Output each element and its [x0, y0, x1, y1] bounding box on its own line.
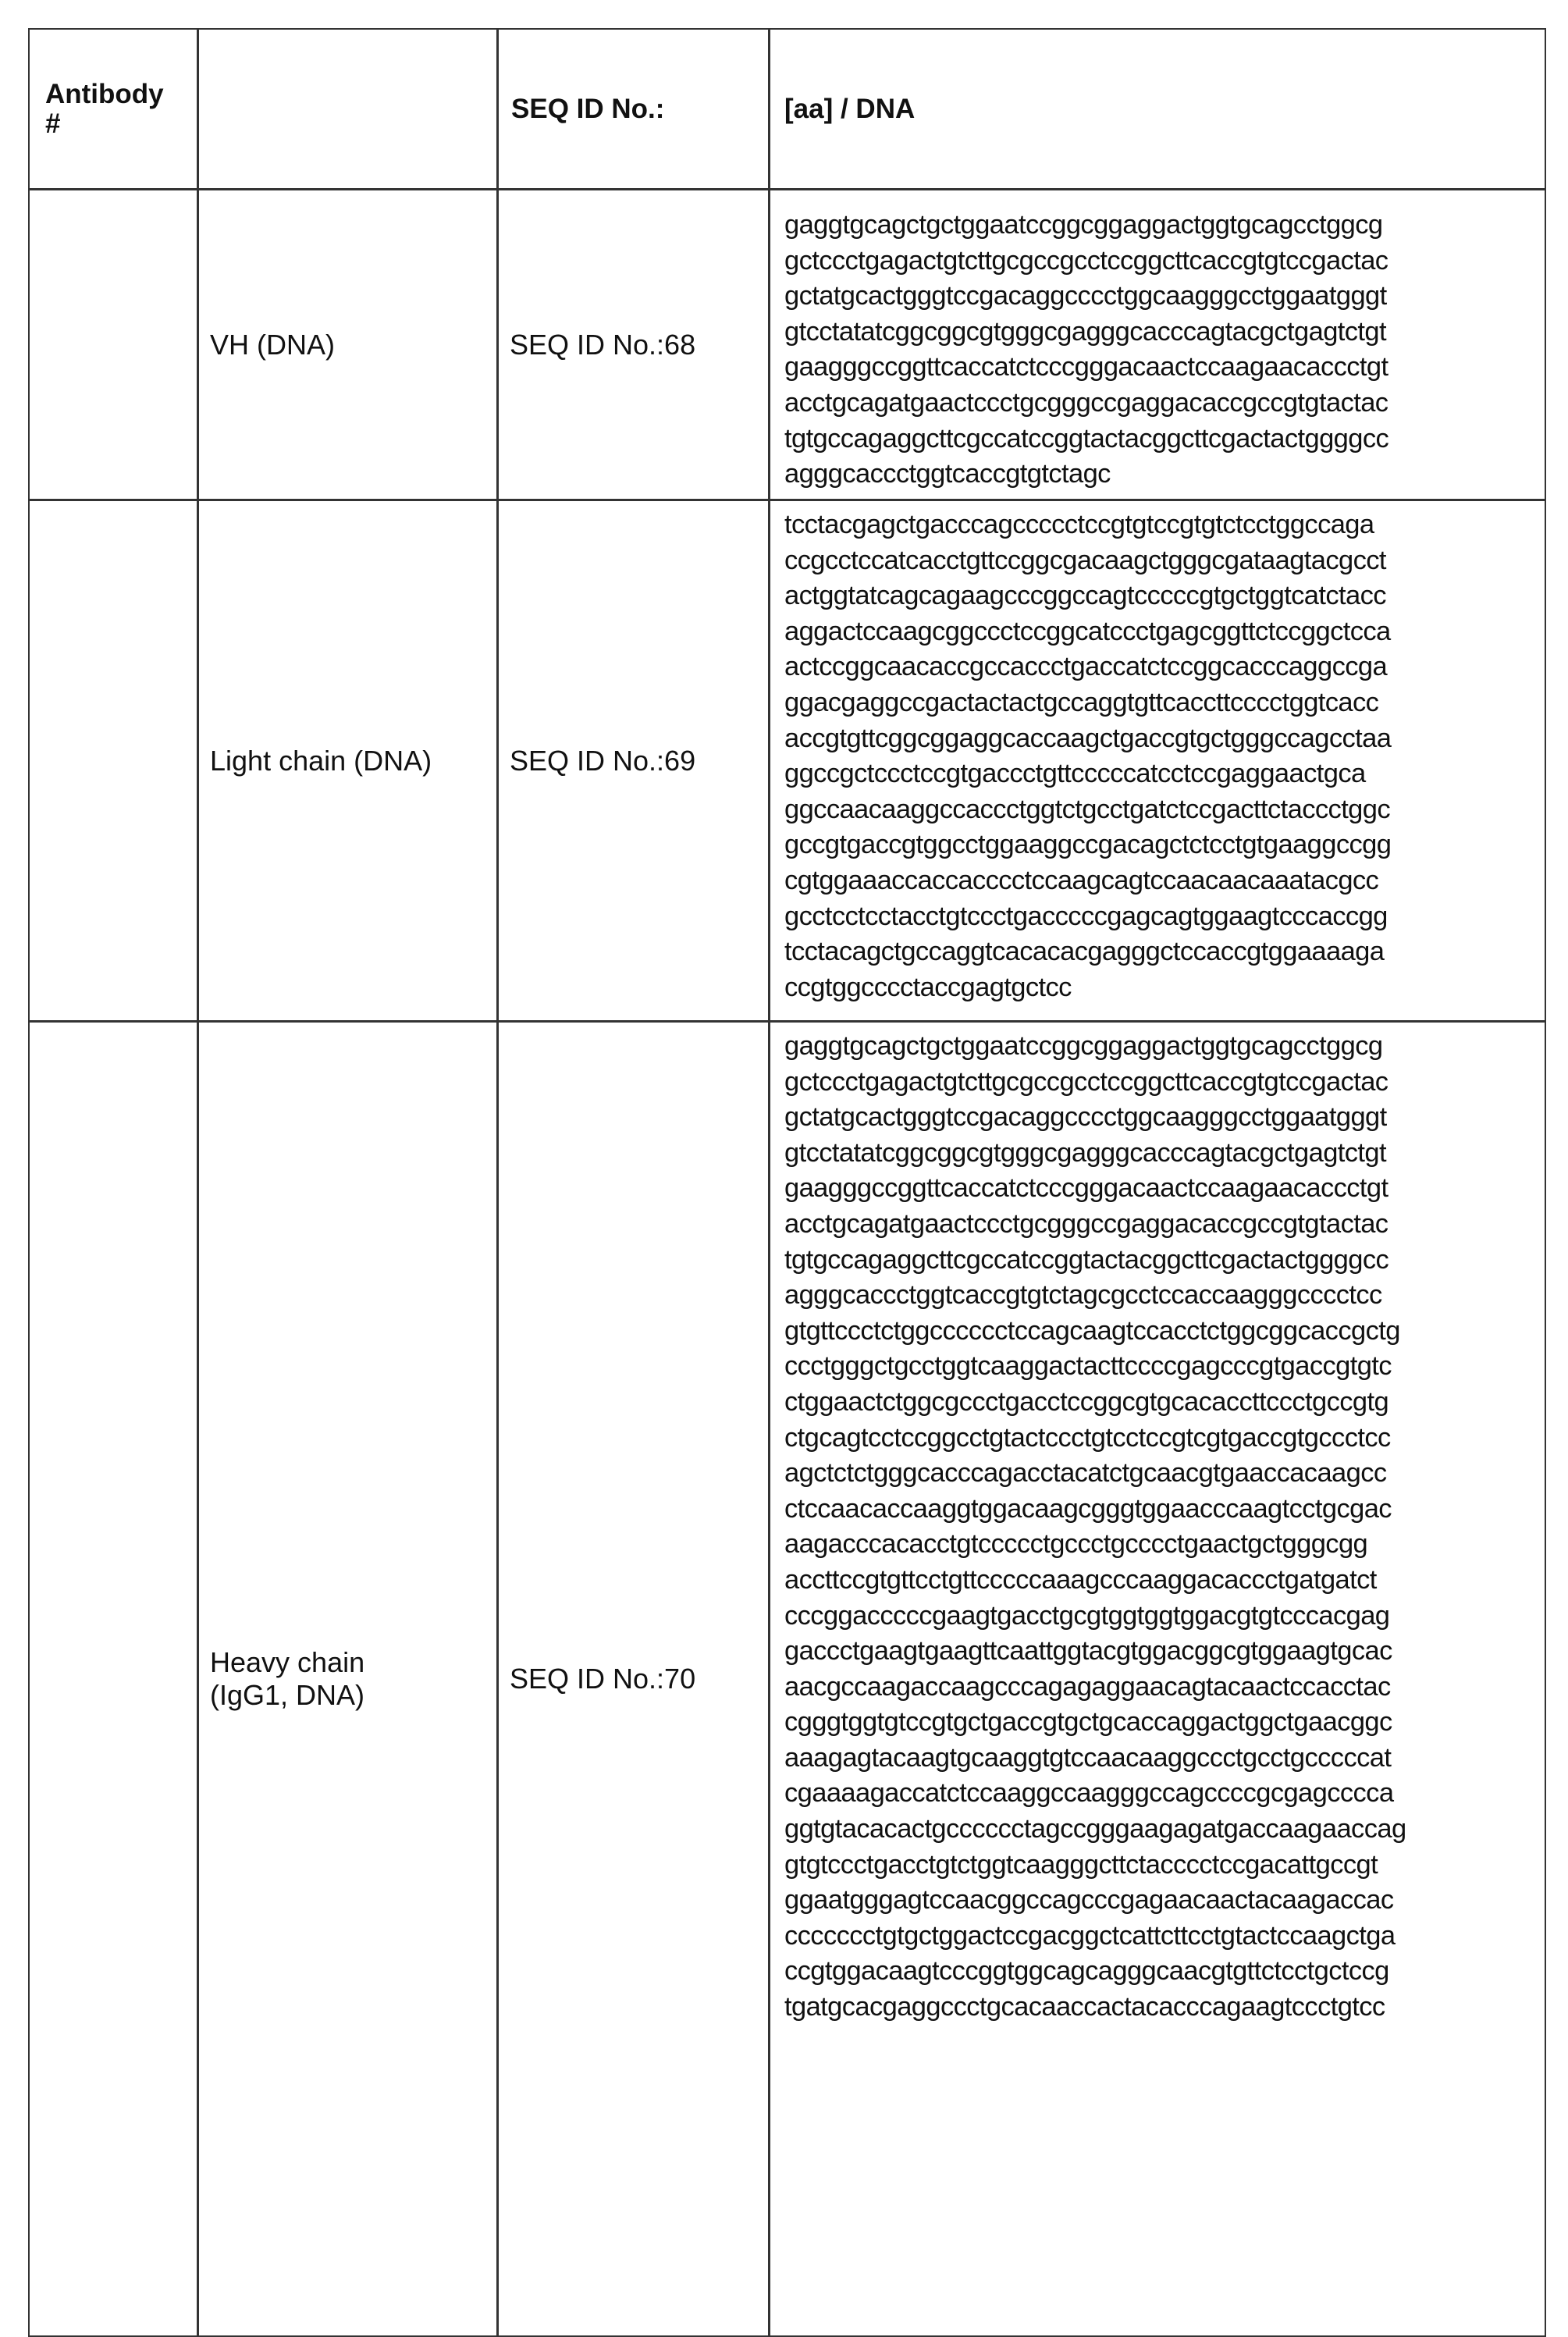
sequence-line: gaggtgcagctgctggaatccggcggaggactggtgcagcctggcg	[784, 1029, 1545, 1065]
sequence-line: agggcaccctggtcaccgtgtctagcgcctccaccaagggcccctcc	[784, 1278, 1545, 1314]
sequence-line: acctgcagatgaactccctgcgggccgaggacaccgccgtgtactac	[784, 1207, 1545, 1243]
header-description	[197, 28, 498, 190]
sequence-line: tgtgccagaggcttcgccatccggtactacggcttcgactactggggcc	[784, 422, 1545, 457]
sequence-line: agctctctgggcacccagacctacatctgcaacgtgaaccacaagcc	[784, 1456, 1545, 1492]
sequence-line: cgtggaaaccaccacccctccaagcagtccaacaacaaatacgcc	[784, 863, 1545, 899]
row-light-sequence	[769, 500, 1546, 1022]
sequence-line: gtgtccctgacctgtctggtcaagggcttctacccctccgacattgccgt	[784, 1848, 1545, 1883]
sequence-line: aacgccaagaccaagcccagagaggaacagtacaactccacctac	[784, 1670, 1545, 1706]
sequence-line: ccccccctgtgctggactccgacggctcattcttcctgtactccaagctga	[784, 1919, 1545, 1955]
sequence-line: ctccaacaccaaggtggacaagcgggtggaacccaagtcctgcgac	[784, 1492, 1545, 1528]
sequence-line: gtcctatatcggcggcgtgggcgagggcacccagtacgctgagtctgt	[784, 1136, 1545, 1172]
sequence-line: tcctacgagctgacccagccccctccgtgtccgtgtctcctggccaga	[784, 507, 1545, 543]
sequence-line: aggactccaagcggccctccggcatccctgagcggttctccggctcca	[784, 614, 1545, 650]
sequence-line: ggccaacaaggccaccctggtctgcctgatctccgacttctaccctggc	[784, 792, 1545, 828]
sequence-line: accttccgtgttcctgttcccccaaagcccaaggacaccctgatgatct	[784, 1563, 1545, 1599]
header-antibody	[28, 28, 198, 190]
sequence-line: ggtgtacacactgcccccctagccgggaagagatgaccaagaaccag	[784, 1812, 1545, 1848]
sequence-line: tgatgcacgaggccctgcacaaccactacacccagaagtccctgtcc	[784, 1990, 1545, 2026]
sequence-line: gctatgcactgggtccgacaggcccctggcaagggcctggaatgggt	[784, 279, 1545, 315]
sequence-line: acctgcagatgaactccctgcgggccgaggacaccgccgtgtactac	[784, 386, 1545, 422]
sequence-line: ctgcagtcctccggcctgtactccctgtcctccgtcgtgaccgtgccctcc	[784, 1421, 1545, 1457]
row-vh-antibody	[28, 189, 198, 500]
row-vh-description: VH (DNA)	[197, 189, 498, 500]
header-sequence: [aa] / DNA	[769, 28, 1546, 190]
sequence-line: gccgtgaccgtggcctggaaggccgacagctctcctgtgaaggccgg	[784, 827, 1545, 863]
sequence-line: aagacccacacctgtccccctgccctgcccctgaactgctgggcgg	[784, 1527, 1545, 1563]
sequence-line: cccggacccccgaagtgacctgcgtggtggtggacgtgtcccacgag	[784, 1599, 1545, 1634]
sequence-line: tcctacagctgccaggtcacacacgagggctccaccgtggaaaaga	[784, 934, 1545, 970]
header-antibody-label: Antibody #	[45, 80, 162, 139]
row-vh-seq-id: SEQ ID No.:68	[497, 189, 770, 500]
row-heavy-sequence	[769, 1021, 1546, 2337]
sequence-line: aaagagtacaagtgcaaggtgtccaacaaggccctgcctgcccccat	[784, 1741, 1545, 1777]
sequence-line: actggtatcagcagaagcccggccagtcccccgtgctggtcatctacc	[784, 578, 1545, 614]
sequence-line: gtcctatatcggcggcgtgggcgagggcacccagtacgctgagtctgt	[784, 315, 1545, 350]
sequence-line: ccgtggcccctaccgagtgctcc	[784, 970, 1545, 1006]
row-heavy-seq-id: SEQ ID No.:70	[497, 1021, 770, 2337]
sequence-line: ccgtggacaagtcccggtggcagcagggcaacgtgttctcctgctccg	[784, 1954, 1545, 1990]
sequence-line: ggacgaggccgactactactgccaggtgttcaccttcccctggtcacc	[784, 685, 1545, 721]
sequence-line: cgggtggtgtccgtgctgaccgtgctgcaccaggactggctgaacggc	[784, 1705, 1545, 1741]
sequence-line: tgtgccagaggcttcgccatccggtactacggcttcgactactggggcc	[784, 1243, 1545, 1279]
sequence-line: cgaaaagaccatctccaaggccaagggccagccccgcgagcccca	[784, 1776, 1545, 1812]
sequence-line: ccctgggctgcctggtcaaggactacttccccgagcccgtgaccgtgtc	[784, 1349, 1545, 1385]
row-light-seq-id: SEQ ID No.:69	[497, 500, 770, 1022]
sequence-line: actccggcaacaccgccaccctgaccatctccggcacccaggccga	[784, 649, 1545, 685]
sequence-line: ccgcctccatcacctgttccggcgacaagctgggcgataagtacgcct	[784, 543, 1545, 579]
sequence-line: gctccctgagactgtcttgcgccgcctccggcttcaccgtgtccgactac	[784, 1065, 1545, 1101]
sequence-line: ggaatgggagtccaacggccagcccgagaacaactacaagaccac	[784, 1883, 1545, 1919]
sequence-line: ctggaactctggcgccctgacctccggcgtgcacaccttccctgccgtg	[784, 1385, 1545, 1421]
row-light-description: Light chain (DNA)	[197, 500, 498, 1022]
sequence-line: gaggtgcagctgctggaatccggcggaggactggtgcagcctggcg	[784, 208, 1545, 244]
sequence-line: ggccgctccctccgtgaccctgttcccccatcctccgaggaactgca	[784, 756, 1545, 792]
sequence-line: gtgttccctctggcccccctccagcaagtccacctctggcggcaccgctg	[784, 1314, 1545, 1350]
sequence-line: gcctcctcctacctgtccctgacccccgagcagtggaagtcccaccgg	[784, 899, 1545, 935]
row-heavy-antibody	[28, 1021, 198, 2337]
sequence-line: gctccctgagactgtcttgcgccgcctccggcttcaccgtgtccgactac	[784, 244, 1545, 279]
sequence-line: agggcaccctggtcaccgtgtctagc	[784, 457, 1545, 493]
row-vh-sequence	[769, 189, 1546, 500]
sequence-line: accgtgttcggcggaggcaccaagctgaccgtgctgggccagcctaa	[784, 721, 1545, 757]
sequence-line: gaagggccggttcaccatctcccgggacaactccaagaacaccctgt	[784, 350, 1545, 386]
row-light-antibody	[28, 500, 198, 1022]
sequence-line: gaagggccggttcaccatctcccgggacaactccaagaacaccctgt	[784, 1171, 1545, 1207]
row-heavy-description: Heavy chain (IgG1, DNA)	[197, 1021, 498, 2337]
header-seq-id: SEQ ID No.:	[497, 28, 770, 190]
sequence-line: gaccctgaagtgaagttcaattggtacgtggacggcgtggaagtgcac	[784, 1634, 1545, 1670]
sequence-line: gctatgcactgggtccgacaggcccctggcaagggcctggaatgggt	[784, 1100, 1545, 1136]
